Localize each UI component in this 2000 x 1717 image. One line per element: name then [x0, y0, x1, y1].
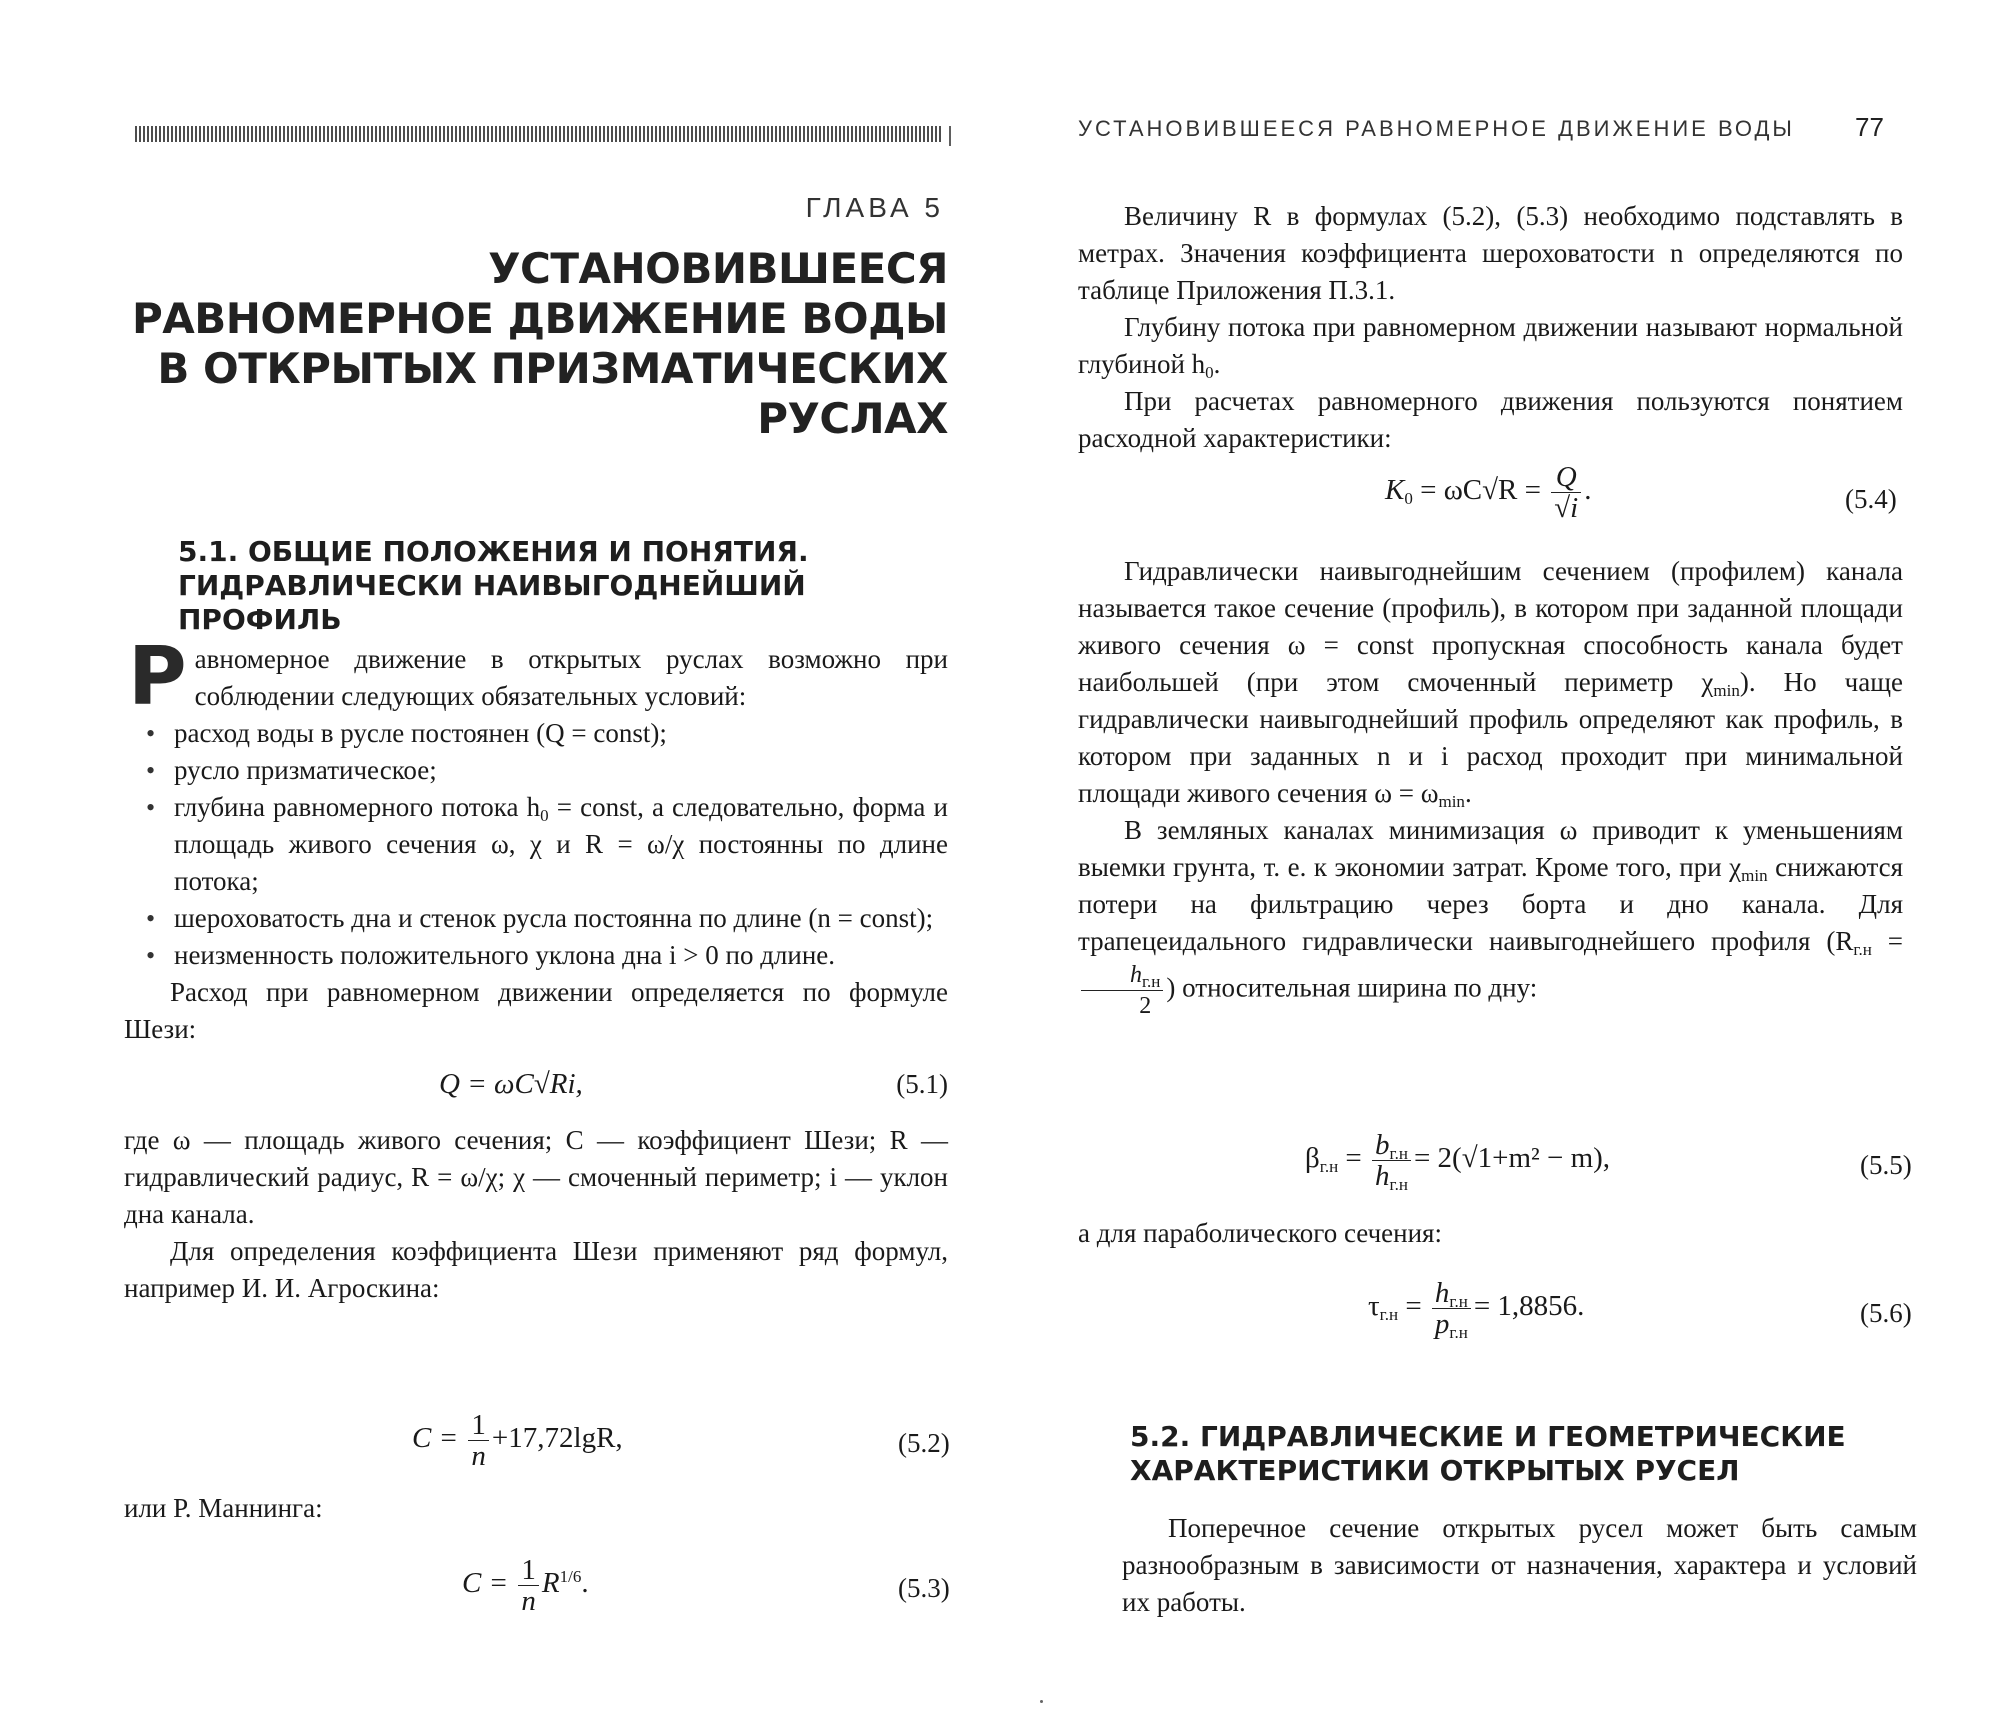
- paragraph-normal-depth: Глубину потока при равномерном движении называют нормальной глубиной $h_0$.: [1078, 312, 1903, 382]
- section-heading-line: 5.2. ГИДРАВЛИЧЕСКИЕ И ГЕОМЕТРИЧЕСКИЕ: [1130, 1420, 1846, 1453]
- paragraph-agroskin: Для определения коэффициента Шези применяют ряд формул, например И. И. Агроскина:: [124, 1236, 948, 1303]
- equation-number: (5.5): [1860, 1150, 1912, 1180]
- paragraph-manning: или Р. Маннинга:: [124, 1493, 323, 1523]
- equation-5-1-body: Q = ωC√Ri,: [439, 1068, 583, 1100]
- section-heading-5-1: [178, 535, 968, 637]
- equation-5-1: [124, 1048, 948, 1122]
- chapter-title: [0, 244, 948, 444]
- list-item: • неизменность положительного уклона дна i > 0 по длине.: [174, 937, 948, 974]
- equation-5-4: $K_0 = \omega C√R$ = $\frac{Q}{√i}$ .: [1385, 461, 1592, 524]
- right-page: [1000, 0, 2000, 1717]
- right-body-text-bottom: [1122, 1510, 1917, 1621]
- paragraph-where: где ω — площадь живого сечения; C — коэффициент Шези; R — гидравлический радиус, R = ω/χ; χ — смоченный периметр; i — уклон дна канала.: [124, 1125, 948, 1229]
- page-speck: [1040, 1700, 1043, 1703]
- section-heading-line: 5.1. ОБЩИЕ ПОЛОЖЕНИЯ И ПОНЯТИЯ.: [178, 535, 809, 568]
- chapter-label: ГЛАВА 5: [805, 192, 944, 223]
- paragraph-chezy: Расход при равномерном движении определяется по формуле Шези:: [124, 977, 948, 1044]
- list-item: • расход воды в русле постоянен (Q = const);: [174, 715, 948, 752]
- equation-number: (5.6): [1860, 1298, 1912, 1328]
- equation-number: (5.3): [898, 1573, 950, 1603]
- list-item: • русло призматическое;: [174, 752, 948, 789]
- equation-5-2: C = $\frac{1}{n}$ +17,72lgR,: [412, 1409, 623, 1472]
- chapter-title-line: В ОТКРЫТЫХ ПРИЗМАТИЧЕСКИХ РУСЛАХ: [157, 344, 948, 443]
- intro-paragraph: Равномерное движение в открытых руслах возможно при соблюдении следующих обязательных условий:: [128, 630, 948, 723]
- paragraph-flow-characteristic: При расчетах равномерного движения пользуются понятием расходной характеристики:: [1078, 386, 1903, 453]
- list-item: • глубина равномерного потока $h_0$ = const, а следовательно, форма и площадь живого сечения ω, χ и R = ω/χ постоянны по длине потока;: [174, 789, 948, 900]
- drop-cap: Р: [128, 630, 187, 723]
- page-number: 77: [1855, 112, 1884, 142]
- left-body-text: [124, 630, 948, 1307]
- section-heading-line: ХАРАКТЕРИСТИКИ ОТКРЫТЫХ РУСЕЛ: [1130, 1454, 1740, 1487]
- list-item: • шероховатость дна и стенок русла постоянна по длине (n = const);: [174, 900, 948, 937]
- right-body-text-top: [1078, 198, 1903, 457]
- equation-5-6: $\tau_{г.н}$ = $\frac{h_{г.н}}{p_{г.н}}$ = 1,8856.: [1368, 1277, 1585, 1342]
- equation-number: (5.2): [898, 1428, 950, 1458]
- paragraph-earth-channels: В земляных каналах минимизация ω приводит к уменьшениям выемки грунта, т. е. к экономии затрат. Кроме того, при $\chi_{min}$ снижаются потери на фильтрацию через борта и дно канала. Для трапецеидального гидравлически наивыгоднейшего профиля ($R_{г.н}$ = $\frac{h_{г.н}}{2}$ ) относительная ширина по дну:: [1078, 815, 1903, 1019]
- section-heading-5-2: [1130, 1420, 1910, 1488]
- conditions-list: [124, 715, 948, 974]
- equation-5-3: C = $\frac{1}{n}$ $R^{1/6}$.: [462, 1554, 589, 1617]
- paragraph-profile: Гидравлически наивыгоднейшим сечением (профилем) канала называется такое сечение (профиль), в котором при заданной площади живого сечения ω = const пропускная способность канала будет наибольшей (при этом смоченный периметр $\chi_{min}$). Но чаще гидравлически наивыгоднейший профиль определяют как профиль, в котором при заданных n и i расход проходит при минимальной площади живого сечения $\omega = \omega_{min}$.: [1078, 556, 1903, 811]
- equation-number: (5.1): [896, 1069, 948, 1099]
- section-heading-line: ГИДРАВЛИЧЕСКИ НАИВЫГОДНЕЙШИЙ ПРОФИЛЬ: [178, 569, 806, 636]
- running-header: УСТАНОВИВШЕЕСЯ РАВНОМЕРНОЕ ДВИЖЕНИЕ ВОДЫ: [1078, 116, 1795, 141]
- chapter-title-line: РАВНОМЕРНОЕ ДВИЖЕНИЕ ВОДЫ: [131, 294, 948, 343]
- paragraph-cross-section: Поперечное сечение открытых русел может быть самым разнообразным в зависимости от назначения, характера и условий их работы.: [1122, 1513, 1917, 1617]
- equation-5-5: $\beta_{г.н}$ = $\frac{b_{г.н}}{h_{г.н}}$ = 2(√1+m² − m),: [1305, 1129, 1611, 1194]
- equation-number: (5.4): [1845, 484, 1897, 514]
- paragraph-parabolic: а для параболического сечения:: [1078, 1218, 1442, 1248]
- right-body-text-middle: [1078, 553, 1903, 1021]
- paragraph-r-units: Величину R в формулах (5.2), (5.3) необходимо подставлять в метрах. Значения коэффициента шероховатости n определяются по таблице Приложения П.3.1.: [1078, 201, 1903, 305]
- header-decorative-bar: [135, 126, 943, 142]
- chapter-title-line: УСТАНОВИВШЕЕСЯ: [488, 244, 948, 293]
